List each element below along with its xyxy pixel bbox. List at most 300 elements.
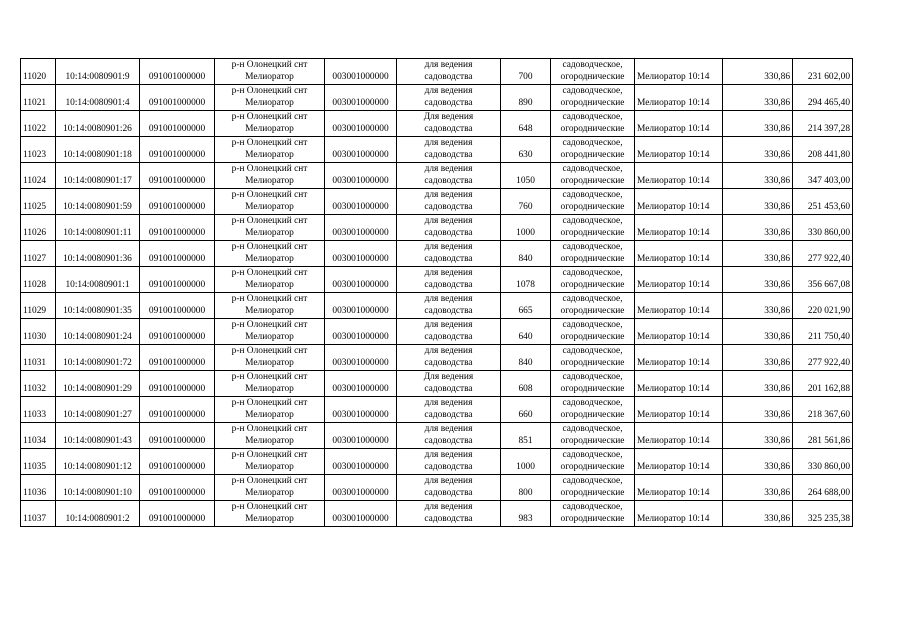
- cell-address: [215, 85, 325, 111]
- cell-area: 640: [501, 319, 551, 345]
- cell-category-code: 003001000000: [325, 85, 397, 111]
- cell-quarter-name: Мелиоратор 10:14: [635, 241, 723, 267]
- cell-permitted-use: [397, 163, 501, 189]
- table-row: [21, 137, 853, 163]
- table-row: [21, 267, 853, 293]
- cell-record-number: 11024: [21, 163, 56, 189]
- cell-cadastral-value: 294 465,40: [793, 85, 853, 111]
- cell-cadastral-number: 10:14:0080901:18: [56, 137, 140, 163]
- cell-record-number: 11035: [21, 449, 56, 475]
- cell-permitted-use-line-1: для ведения: [424, 424, 473, 434]
- cell-address-line-1: р-н Олонецкий снт: [231, 86, 308, 96]
- cell-land-category-line-2: огороднические: [560, 358, 625, 368]
- cell-record-number: 11028: [21, 267, 56, 293]
- cell-land-category: [551, 241, 635, 267]
- cell-specific-value: 330,86: [723, 319, 793, 345]
- cell-cadastral-number: 10:14:0080901:4: [56, 85, 140, 111]
- cell-land-category-line-1: садоводческое,: [562, 320, 623, 330]
- cell-land-category-line-2: огороднические: [560, 176, 625, 186]
- cell-quarter-name: Мелиоратор 10:14: [635, 189, 723, 215]
- cell-specific-value: 330,86: [723, 423, 793, 449]
- cell-address-line-1: р-н Олонецкий снт: [231, 450, 308, 460]
- cell-land-category-line-2: огороднические: [560, 254, 625, 264]
- cell-cadastral-number: 10:14:0080901:43: [56, 423, 140, 449]
- cell-category-code: 003001000000: [325, 501, 397, 527]
- cell-land-category-line-1: садоводческое,: [562, 294, 623, 304]
- table-row: [21, 111, 853, 137]
- cell-specific-value: 330,86: [723, 501, 793, 527]
- cell-okato-code: 091001000000: [140, 215, 215, 241]
- cell-area: 1000: [501, 215, 551, 241]
- cell-permitted-use: [397, 449, 501, 475]
- cell-category-code: 003001000000: [325, 423, 397, 449]
- cell-cadastral-value: 211 750,40: [793, 319, 853, 345]
- cell-category-code: 003001000000: [325, 111, 397, 137]
- cell-land-category: [551, 475, 635, 501]
- cell-specific-value: 330,86: [723, 475, 793, 501]
- cell-okato-code: 091001000000: [140, 163, 215, 189]
- cell-address-line-1: р-н Олонецкий снт: [231, 320, 308, 330]
- cell-area: 840: [501, 241, 551, 267]
- cell-permitted-use: [397, 267, 501, 293]
- cell-address-line-1: р-н Олонецкий снт: [231, 502, 308, 512]
- cell-cadastral-value: 281 561,86: [793, 423, 853, 449]
- cell-cadastral-number: 10:14:0080901:29: [56, 371, 140, 397]
- cell-specific-value: 330,86: [723, 293, 793, 319]
- cell-address-line-1: р-н Олонецкий снт: [231, 476, 308, 486]
- cell-quarter-name: Мелиоратор 10:14: [635, 449, 723, 475]
- cell-cadastral-value: 330 860,00: [793, 215, 853, 241]
- cell-permitted-use-line-1: для ведения: [424, 502, 473, 512]
- cell-record-number: 11031: [21, 345, 56, 371]
- cell-address: [215, 449, 325, 475]
- cell-area: 760: [501, 189, 551, 215]
- cell-permitted-use: [397, 137, 501, 163]
- cell-record-number: 11025: [21, 189, 56, 215]
- cell-quarter-name: Мелиоратор 10:14: [635, 163, 723, 189]
- cell-record-number: 11032: [21, 371, 56, 397]
- cell-land-category: [551, 449, 635, 475]
- cell-permitted-use-line-2: садоводства: [424, 358, 473, 368]
- cell-quarter-name: Мелиоратор 10:14: [635, 319, 723, 345]
- cell-land-category: [551, 59, 635, 85]
- cell-specific-value: 330,86: [723, 111, 793, 137]
- cell-land-category: [551, 423, 635, 449]
- cell-address: [215, 59, 325, 85]
- cell-permitted-use-line-2: садоводства: [424, 150, 473, 160]
- cell-permitted-use-line-2: садоводства: [424, 462, 473, 472]
- table-row: [21, 189, 853, 215]
- cell-area: 1000: [501, 449, 551, 475]
- cell-land-category-line-2: огороднические: [560, 410, 625, 420]
- cell-permitted-use-line-1: для ведения: [424, 242, 473, 252]
- cell-land-category: [551, 293, 635, 319]
- cell-area: 630: [501, 137, 551, 163]
- cell-address-line-2: Мелиоратор: [245, 202, 294, 212]
- cell-area: 890: [501, 85, 551, 111]
- cell-address-line-2: Мелиоратор: [245, 514, 294, 524]
- cell-permitted-use-line-1: для ведения: [424, 294, 473, 304]
- cell-cadastral-value: 330 860,00: [793, 449, 853, 475]
- cell-permitted-use: [397, 501, 501, 527]
- cell-permitted-use-line-1: для ведения: [424, 320, 473, 330]
- cell-cadastral-number: 10:14:0080901:72: [56, 345, 140, 371]
- cell-cadastral-number: 10:14:0080901:17: [56, 163, 140, 189]
- cell-permitted-use-line-1: для ведения: [424, 190, 473, 200]
- cell-permitted-use-line-2: садоводства: [424, 202, 473, 212]
- cell-address-line-2: Мелиоратор: [245, 332, 294, 342]
- cell-record-number: 11023: [21, 137, 56, 163]
- cell-area: 660: [501, 397, 551, 423]
- cell-land-category: [551, 501, 635, 527]
- cell-address-line-1: р-н Олонецкий снт: [231, 190, 308, 200]
- cell-okato-code: 091001000000: [140, 397, 215, 423]
- cell-record-number: 11034: [21, 423, 56, 449]
- cell-land-category-line-2: огороднические: [560, 514, 625, 524]
- cell-permitted-use-line-1: Для ведения: [423, 372, 474, 382]
- cell-permitted-use: [397, 111, 501, 137]
- cell-permitted-use: [397, 189, 501, 215]
- cell-address-line-2: Мелиоратор: [245, 98, 294, 108]
- cell-cadastral-number: 10:14:0080901:35: [56, 293, 140, 319]
- cell-cadastral-number: 10:14:0080901:12: [56, 449, 140, 475]
- cell-address-line-1: р-н Олонецкий снт: [231, 294, 308, 304]
- cell-land-category: [551, 189, 635, 215]
- cell-permitted-use-line-2: садоводства: [424, 410, 473, 420]
- cell-address-line-2: Мелиоратор: [245, 254, 294, 264]
- cell-okato-code: 091001000000: [140, 371, 215, 397]
- cell-cadastral-value: 264 688,00: [793, 475, 853, 501]
- cell-category-code: 003001000000: [325, 293, 397, 319]
- cell-category-code: 003001000000: [325, 319, 397, 345]
- cell-specific-value: 330,86: [723, 215, 793, 241]
- cell-permitted-use-line-2: садоводства: [424, 176, 473, 186]
- cell-okato-code: 091001000000: [140, 319, 215, 345]
- cell-okato-code: 091001000000: [140, 293, 215, 319]
- cell-quarter-name: Мелиоратор 10:14: [635, 397, 723, 423]
- cell-okato-code: 091001000000: [140, 267, 215, 293]
- cell-address-line-2: Мелиоратор: [245, 436, 294, 446]
- cell-land-category-line-1: садоводческое,: [562, 502, 623, 512]
- cell-cadastral-value: 277 922,40: [793, 241, 853, 267]
- cell-land-category-line-1: садоводческое,: [562, 372, 623, 382]
- cell-category-code: 003001000000: [325, 449, 397, 475]
- cell-permitted-use-line-1: для ведения: [424, 60, 473, 70]
- cell-land-category-line-2: огороднические: [560, 72, 625, 82]
- cell-permitted-use-line-1: для ведения: [424, 164, 473, 174]
- cell-quarter-name: Мелиоратор 10:14: [635, 215, 723, 241]
- cell-record-number: 11027: [21, 241, 56, 267]
- cell-cadastral-value: 347 403,00: [793, 163, 853, 189]
- cell-permitted-use: [397, 345, 501, 371]
- table-row: [21, 371, 853, 397]
- cell-land-category-line-2: огороднические: [560, 384, 625, 394]
- cell-cadastral-number: 10:14:0080901:10: [56, 475, 140, 501]
- cell-category-code: 003001000000: [325, 371, 397, 397]
- cell-area: 1050: [501, 163, 551, 189]
- cell-okato-code: 091001000000: [140, 423, 215, 449]
- cell-address: [215, 397, 325, 423]
- cell-cadastral-value: 356 667,08: [793, 267, 853, 293]
- cell-permitted-use-line-2: садоводства: [424, 488, 473, 498]
- table-row: [21, 449, 853, 475]
- cell-land-category: [551, 371, 635, 397]
- cell-land-category-line-1: садоводческое,: [562, 346, 623, 356]
- cell-cadastral-number: 10:14:0080901:24: [56, 319, 140, 345]
- table-row: [21, 501, 853, 527]
- cell-permitted-use-line-2: садоводства: [424, 254, 473, 264]
- cell-category-code: 003001000000: [325, 397, 397, 423]
- cell-specific-value: 330,86: [723, 241, 793, 267]
- cell-address-line-1: р-н Олонецкий снт: [231, 164, 308, 174]
- cell-cadastral-number: 10:14:0080901:27: [56, 397, 140, 423]
- cell-category-code: 003001000000: [325, 215, 397, 241]
- cell-category-code: 003001000000: [325, 345, 397, 371]
- cell-permitted-use-line-1: для ведения: [424, 216, 473, 226]
- cell-land-category-line-1: садоводческое,: [562, 398, 623, 408]
- cell-address-line-1: р-н Олонецкий снт: [231, 216, 308, 226]
- cell-cadastral-value: 251 453,60: [793, 189, 853, 215]
- cell-land-category: [551, 163, 635, 189]
- table-body: [21, 59, 853, 527]
- cell-address-line-1: р-н Олонецкий снт: [231, 242, 308, 252]
- cell-land-category-line-2: огороднические: [560, 98, 625, 108]
- cell-permitted-use: [397, 59, 501, 85]
- cell-specific-value: 330,86: [723, 189, 793, 215]
- cell-land-category-line-2: огороднические: [560, 462, 625, 472]
- cell-land-category: [551, 215, 635, 241]
- cell-permitted-use: [397, 319, 501, 345]
- cell-permitted-use-line-2: садоводства: [424, 280, 473, 290]
- cell-okato-code: 091001000000: [140, 475, 215, 501]
- cell-land-category: [551, 397, 635, 423]
- cell-land-category-line-1: садоводческое,: [562, 138, 623, 148]
- cell-cadastral-number: 10:14:0080901:2: [56, 501, 140, 527]
- cell-record-number: 11036: [21, 475, 56, 501]
- cell-permitted-use: [397, 293, 501, 319]
- cell-specific-value: 330,86: [723, 397, 793, 423]
- cell-land-category-line-1: садоводческое,: [562, 164, 623, 174]
- cell-address-line-2: Мелиоратор: [245, 72, 294, 82]
- cell-address: [215, 293, 325, 319]
- cell-land-category-line-2: огороднические: [560, 228, 625, 238]
- cell-land-category-line-1: садоводческое,: [562, 190, 623, 200]
- cell-land-category-line-2: огороднические: [560, 124, 625, 134]
- cell-address-line-2: Мелиоратор: [245, 488, 294, 498]
- cell-land-category-line-2: огороднические: [560, 436, 625, 446]
- cell-address: [215, 423, 325, 449]
- cell-cadastral-value: 231 602,00: [793, 59, 853, 85]
- cell-cadastral-value: 214 397,28: [793, 111, 853, 137]
- cell-address-line-2: Мелиоратор: [245, 462, 294, 472]
- cell-record-number: 11033: [21, 397, 56, 423]
- cell-quarter-name: Мелиоратор 10:14: [635, 345, 723, 371]
- cell-address-line-1: р-н Олонецкий снт: [231, 60, 308, 70]
- cell-quarter-name: Мелиоратор 10:14: [635, 423, 723, 449]
- cell-permitted-use-line-2: садоводства: [424, 514, 473, 524]
- cell-permitted-use: [397, 397, 501, 423]
- cell-land-category-line-1: садоводческое,: [562, 216, 623, 226]
- cell-cadastral-value: 218 367,60: [793, 397, 853, 423]
- cell-quarter-name: Мелиоратор 10:14: [635, 111, 723, 137]
- cell-category-code: 003001000000: [325, 475, 397, 501]
- cell-cadastral-number: 10:14:0080901:9: [56, 59, 140, 85]
- cell-specific-value: 330,86: [723, 267, 793, 293]
- cell-area: 700: [501, 59, 551, 85]
- cell-category-code: 003001000000: [325, 59, 397, 85]
- cell-area: 840: [501, 345, 551, 371]
- cell-address: [215, 345, 325, 371]
- cell-address: [215, 371, 325, 397]
- cell-permitted-use-line-1: для ведения: [424, 398, 473, 408]
- cell-record-number: 11026: [21, 215, 56, 241]
- cell-okato-code: 091001000000: [140, 501, 215, 527]
- cell-quarter-name: Мелиоратор 10:14: [635, 267, 723, 293]
- cell-okato-code: 091001000000: [140, 85, 215, 111]
- cell-permitted-use-line-1: для ведения: [424, 346, 473, 356]
- cell-permitted-use-line-2: садоводства: [424, 98, 473, 108]
- cell-permitted-use-line-2: садоводства: [424, 306, 473, 316]
- table-row: [21, 241, 853, 267]
- cell-category-code: 003001000000: [325, 137, 397, 163]
- cell-area: 800: [501, 475, 551, 501]
- cell-address: [215, 137, 325, 163]
- cell-address: [215, 215, 325, 241]
- cell-cadastral-value: 208 441,80: [793, 137, 853, 163]
- cell-address-line-2: Мелиоратор: [245, 150, 294, 160]
- cell-address-line-2: Мелиоратор: [245, 228, 294, 238]
- cell-cadastral-value: 325 235,38: [793, 501, 853, 527]
- cell-quarter-name: Мелиоратор 10:14: [635, 475, 723, 501]
- table-row: [21, 423, 853, 449]
- cell-category-code: 003001000000: [325, 241, 397, 267]
- cell-permitted-use: [397, 215, 501, 241]
- cell-specific-value: 330,86: [723, 59, 793, 85]
- cell-address-line-2: Мелиоратор: [245, 384, 294, 394]
- cell-land-category-line-1: садоводческое,: [562, 60, 623, 70]
- table-row: [21, 59, 853, 85]
- cell-quarter-name: Мелиоратор 10:14: [635, 59, 723, 85]
- cell-land-category-line-1: садоводческое,: [562, 424, 623, 434]
- cell-address: [215, 501, 325, 527]
- cell-permitted-use: [397, 371, 501, 397]
- cell-okato-code: 091001000000: [140, 241, 215, 267]
- cell-specific-value: 330,86: [723, 137, 793, 163]
- cell-address-line-2: Мелиоратор: [245, 176, 294, 186]
- land-plots-table: [20, 58, 853, 527]
- cell-address-line-2: Мелиоратор: [245, 280, 294, 290]
- cell-address-line-2: Мелиоратор: [245, 358, 294, 368]
- cell-permitted-use-line-1: для ведения: [424, 450, 473, 460]
- cell-permitted-use-line-2: садоводства: [424, 124, 473, 134]
- document-page: [20, 58, 853, 527]
- table-row: [21, 293, 853, 319]
- cell-permitted-use-line-2: садоводства: [424, 332, 473, 342]
- cell-address-line-1: р-н Олонецкий снт: [231, 372, 308, 382]
- cell-land-category-line-1: садоводческое,: [562, 112, 623, 122]
- cell-land-category-line-2: огороднические: [560, 150, 625, 160]
- cell-permitted-use-line-1: Для ведения: [423, 112, 474, 122]
- cell-permitted-use-line-1: для ведения: [424, 268, 473, 278]
- cell-area: 665: [501, 293, 551, 319]
- cell-address: [215, 189, 325, 215]
- cell-address-line-2: Мелиоратор: [245, 410, 294, 420]
- cell-category-code: 003001000000: [325, 267, 397, 293]
- cell-address-line-1: р-н Олонецкий снт: [231, 346, 308, 356]
- table-row: [21, 85, 853, 111]
- table-row: [21, 397, 853, 423]
- cell-area: 608: [501, 371, 551, 397]
- cell-address-line-1: р-н Олонецкий снт: [231, 424, 308, 434]
- cell-okato-code: 091001000000: [140, 189, 215, 215]
- table-row: [21, 475, 853, 501]
- cell-address-line-2: Мелиоратор: [245, 306, 294, 316]
- cell-land-category: [551, 319, 635, 345]
- cell-cadastral-number: 10:14:0080901:26: [56, 111, 140, 137]
- cell-land-category: [551, 345, 635, 371]
- cell-permitted-use: [397, 85, 501, 111]
- table-row: [21, 319, 853, 345]
- cell-category-code: 003001000000: [325, 163, 397, 189]
- cell-record-number: 11037: [21, 501, 56, 527]
- table-row: [21, 345, 853, 371]
- cell-record-number: 11030: [21, 319, 56, 345]
- cell-address: [215, 475, 325, 501]
- cell-cadastral-value: 277 922,40: [793, 345, 853, 371]
- cell-specific-value: 330,86: [723, 163, 793, 189]
- cell-land-category-line-1: садоводческое,: [562, 476, 623, 486]
- cell-record-number: 11021: [21, 85, 56, 111]
- cell-permitted-use-line-2: садоводства: [424, 436, 473, 446]
- cell-address-line-1: р-н Олонецкий снт: [231, 112, 308, 122]
- cell-cadastral-value: 220 021,90: [793, 293, 853, 319]
- cell-specific-value: 330,86: [723, 345, 793, 371]
- cell-cadastral-number: 10:14:0080901:59: [56, 189, 140, 215]
- cell-cadastral-value: 201 162,88: [793, 371, 853, 397]
- cell-okato-code: 091001000000: [140, 449, 215, 475]
- cell-area: 851: [501, 423, 551, 449]
- table-row: [21, 163, 853, 189]
- cell-area: 648: [501, 111, 551, 137]
- cell-land-category-line-1: садоводческое,: [562, 242, 623, 252]
- cell-land-category-line-1: садоводческое,: [562, 86, 623, 96]
- cell-area: 1078: [501, 267, 551, 293]
- cell-quarter-name: Мелиоратор 10:14: [635, 293, 723, 319]
- cell-permitted-use-line-2: садоводства: [424, 228, 473, 238]
- cell-permitted-use-line-2: садоводства: [424, 384, 473, 394]
- cell-address-line-1: р-н Олонецкий снт: [231, 398, 308, 408]
- cell-land-category-line-2: огороднические: [560, 280, 625, 290]
- cell-cadastral-number: 10:14:0080901:1: [56, 267, 140, 293]
- cell-quarter-name: Мелиоратор 10:14: [635, 85, 723, 111]
- cell-permitted-use: [397, 423, 501, 449]
- cell-address: [215, 163, 325, 189]
- cell-address-line-1: р-н Олонецкий снт: [231, 138, 308, 148]
- cell-area: 983: [501, 501, 551, 527]
- table-row: [21, 215, 853, 241]
- cell-address: [215, 267, 325, 293]
- cell-okato-code: 091001000000: [140, 59, 215, 85]
- cell-address: [215, 241, 325, 267]
- cell-land-category: [551, 267, 635, 293]
- cell-quarter-name: Мелиоратор 10:14: [635, 137, 723, 163]
- cell-specific-value: 330,86: [723, 371, 793, 397]
- cell-okato-code: 091001000000: [140, 345, 215, 371]
- cell-specific-value: 330,86: [723, 449, 793, 475]
- cell-cadastral-number: 10:14:0080901:36: [56, 241, 140, 267]
- cell-land-category-line-1: садоводческое,: [562, 450, 623, 460]
- cell-permitted-use-line-1: для ведения: [424, 476, 473, 486]
